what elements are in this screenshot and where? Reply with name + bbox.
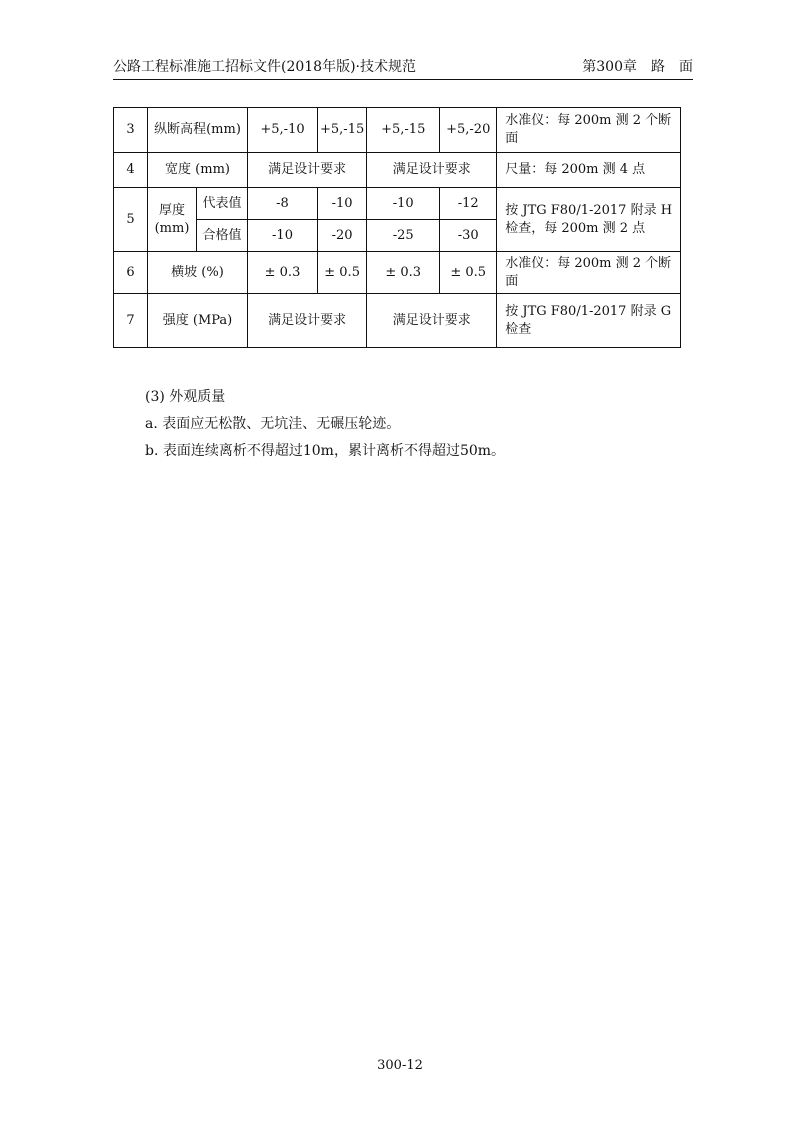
- tolerance-cell: +5,-20: [440, 108, 497, 153]
- paragraph-item-b: b. 表面连续离析不得超过10m，累计离析不得超过50m。: [145, 443, 506, 459]
- tolerance-cell: -12: [440, 188, 497, 220]
- page-number: 300-12: [377, 1058, 423, 1073]
- table-row: [114, 153, 681, 188]
- sub-item-name: 合格值: [197, 220, 248, 252]
- tolerance-cell: 满足设计要求: [248, 294, 367, 348]
- table-row: [114, 294, 681, 348]
- item-name: 厚度 (mm): [148, 188, 197, 252]
- row-number: 7: [114, 294, 148, 348]
- item-name: 宽度 (mm): [148, 153, 248, 188]
- tolerance-cell: -10: [248, 220, 318, 252]
- inspection-method: 按 JTG F80/1-2017 附录 H 检查，每 200m 测 2 点: [497, 188, 681, 252]
- tolerance-cell: -30: [440, 220, 497, 252]
- tolerance-cell: ± 0.5: [440, 252, 497, 294]
- document-title: 公路工程标准施工招标文件(2018年版)·技术规范: [113, 59, 417, 75]
- tolerance-cell: +5,-10: [248, 108, 318, 153]
- item-name: 纵断高程(mm): [148, 108, 248, 153]
- row-number: 4: [114, 153, 148, 188]
- row-number: 3: [114, 108, 148, 153]
- tolerance-cell: -10: [318, 188, 367, 220]
- tolerance-cell: 满足设计要求: [367, 294, 497, 348]
- page-header: [113, 57, 693, 80]
- tolerance-cell: ± 0.3: [248, 252, 318, 294]
- row-number: 5: [114, 188, 148, 252]
- table-row: [114, 108, 681, 153]
- paragraph-item-a: a. 表面应无松散、无坑洼、无碾压轮迹。: [145, 416, 401, 432]
- section-heading: (3) 外观质量: [145, 389, 226, 405]
- tolerance-cell: -25: [367, 220, 440, 252]
- tolerance-cell: ± 0.5: [318, 252, 367, 294]
- inspection-method: 水准仪：每 200m 测 2 个断面: [497, 108, 681, 153]
- tolerance-cell: 满足设计要求: [248, 153, 367, 188]
- tolerance-cell: -8: [248, 188, 318, 220]
- row-number: 6: [114, 252, 148, 294]
- table-row: [114, 188, 681, 220]
- tolerance-cell: +5,-15: [367, 108, 440, 153]
- inspection-method: 水准仪：每 200m 测 2 个断面: [497, 252, 681, 294]
- table-row: [114, 252, 681, 294]
- tolerance-cell: ± 0.3: [367, 252, 440, 294]
- tolerance-cell: 满足设计要求: [367, 153, 497, 188]
- tolerance-cell: -10: [367, 188, 440, 220]
- tolerance-cell: +5,-15: [318, 108, 367, 153]
- spec-table: [113, 107, 681, 348]
- tolerance-cell: -20: [318, 220, 367, 252]
- inspection-method: 尺量：每 200m 测 4 点: [497, 153, 681, 188]
- chapter-title: 第300章 路 面: [582, 59, 693, 75]
- item-name: 横坡 (%): [148, 252, 248, 294]
- inspection-method: 按 JTG F80/1-2017 附录 G 检查: [497, 294, 681, 348]
- item-name: 强度 (MPa): [148, 294, 248, 348]
- sub-item-name: 代表值: [197, 188, 248, 220]
